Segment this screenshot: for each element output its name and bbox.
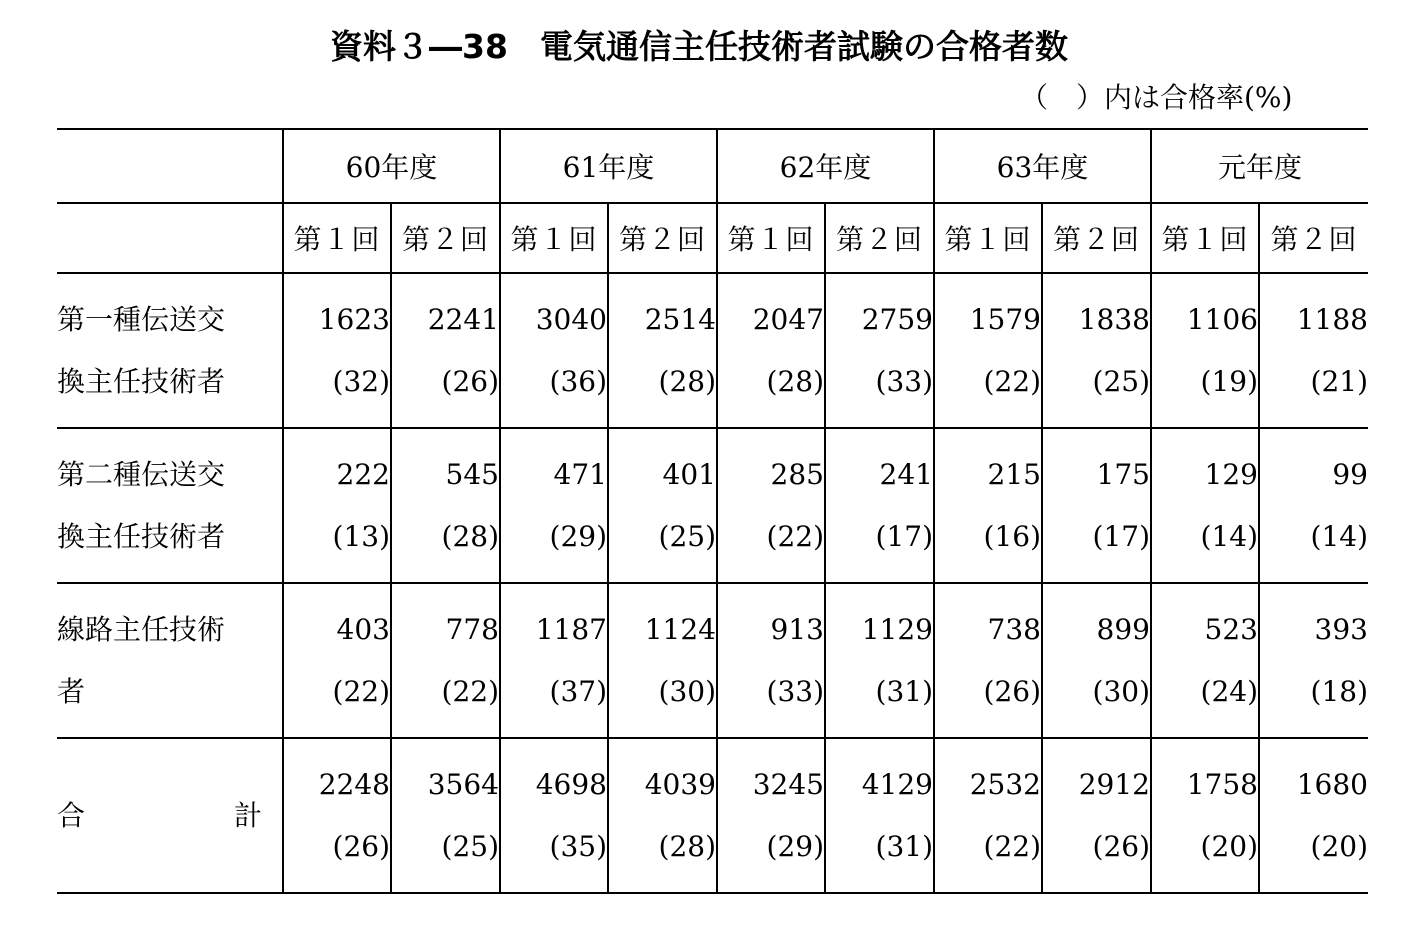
pass-count: 1838 — [1078, 302, 1150, 336]
pass-count: 2532 — [969, 767, 1041, 801]
pass-count: 1188 — [1296, 302, 1368, 336]
data-cell — [283, 428, 391, 583]
pass-count: 2514 — [644, 302, 716, 336]
pass-rate: (26) — [332, 829, 390, 863]
row-label-line: 者 — [57, 674, 86, 708]
pass-count: 3245 — [752, 767, 824, 801]
pass-rate: (29) — [766, 829, 824, 863]
pass-count: 215 — [987, 457, 1041, 491]
pass-rate: (26) — [441, 364, 499, 398]
pass-rate: (26) — [983, 674, 1041, 708]
data-cell — [608, 583, 717, 738]
pass-rate: (33) — [875, 364, 933, 398]
row-label — [57, 428, 283, 583]
data-cell — [608, 273, 717, 428]
pass-rate: (31) — [875, 829, 933, 863]
data-cell — [717, 273, 825, 428]
pass-rate-note: （ ）内は合格率(%) — [1020, 81, 1293, 114]
pass-count: 403 — [336, 612, 390, 646]
pass-count: 1579 — [969, 302, 1041, 336]
data-cell — [500, 428, 608, 583]
pass-count: 1124 — [644, 612, 716, 646]
pass-count: 545 — [445, 457, 499, 491]
data-cell — [1042, 738, 1151, 893]
pass-rate: (29) — [549, 519, 607, 553]
pass-count: 2241 — [427, 302, 499, 336]
year-header: 62年度 — [717, 129, 934, 203]
pass-rate: (17) — [1092, 519, 1150, 553]
pass-rate: (13) — [332, 519, 390, 553]
pass-rate: (25) — [441, 829, 499, 863]
data-cell — [1259, 428, 1368, 583]
pass-count: 3040 — [535, 302, 607, 336]
round-header: 第１回 — [500, 203, 608, 273]
round-header: 第２回 — [1259, 203, 1368, 273]
pass-rate: (26) — [1092, 829, 1150, 863]
row-label-line: 換主任技術者 — [57, 519, 226, 553]
pass-count: 222 — [336, 457, 390, 491]
year-header: 63年度 — [934, 129, 1151, 203]
pass-rate: (28) — [766, 364, 824, 398]
data-cell — [934, 738, 1042, 893]
pass-rate: (28) — [658, 829, 716, 863]
pass-rate: (36) — [549, 364, 607, 398]
pass-count: 393 — [1314, 612, 1368, 646]
data-cell — [1259, 738, 1368, 893]
data-cell — [934, 428, 1042, 583]
pass-rate: (22) — [983, 364, 1041, 398]
pass-rate: (20) — [1200, 829, 1258, 863]
pass-rate: (17) — [875, 519, 933, 553]
data-cell — [1259, 583, 1368, 738]
data-cell — [717, 583, 825, 738]
pass-rate: (16) — [983, 519, 1041, 553]
pass-count: 1758 — [1186, 767, 1258, 801]
pass-count: 241 — [879, 457, 933, 491]
table-row — [57, 428, 1368, 583]
pass-count: 1106 — [1186, 302, 1258, 336]
corner-cell — [57, 203, 283, 273]
data-cell — [391, 428, 500, 583]
round-header-row — [57, 203, 1368, 273]
pass-rate: (14) — [1310, 519, 1368, 553]
data-cell — [391, 273, 500, 428]
pass-rate: (25) — [658, 519, 716, 553]
data-cell — [934, 583, 1042, 738]
data-cell — [1151, 738, 1259, 893]
pass-count: 1680 — [1296, 767, 1368, 801]
pass-count: 738 — [987, 612, 1041, 646]
pass-rate: (22) — [983, 829, 1041, 863]
pass-rate: (25) — [1092, 364, 1150, 398]
pass-count: 1623 — [318, 302, 390, 336]
data-cell — [500, 273, 608, 428]
year-header-row — [57, 129, 1368, 203]
round-header: 第２回 — [391, 203, 500, 273]
round-header: 第１回 — [1151, 203, 1259, 273]
data-cell — [825, 428, 934, 583]
row-label — [57, 273, 283, 428]
data-cell — [1259, 273, 1368, 428]
pass-rate: (30) — [1092, 674, 1150, 708]
data-cell — [283, 738, 391, 893]
round-header: 第１回 — [934, 203, 1042, 273]
round-header: 第２回 — [1042, 203, 1151, 273]
year-header: 60年度 — [283, 129, 500, 203]
pass-count: 2912 — [1078, 767, 1150, 801]
pass-count: 175 — [1096, 457, 1150, 491]
data-cell — [717, 428, 825, 583]
pass-rate: (35) — [549, 829, 607, 863]
pass-count: 99 — [1332, 457, 1368, 491]
pass-count: 129 — [1204, 457, 1258, 491]
pass-rate: (20) — [1310, 829, 1368, 863]
round-header: 第１回 — [283, 203, 391, 273]
pass-count: 4129 — [861, 767, 933, 801]
row-label-line: 合 計 — [57, 798, 262, 832]
data-cell — [1042, 583, 1151, 738]
round-header: 第２回 — [608, 203, 717, 273]
data-cell — [500, 583, 608, 738]
title-text: 電気通信主任技術者試験の合格者数 — [540, 27, 1068, 66]
pass-count: 1187 — [535, 612, 607, 646]
pass-count: 285 — [770, 457, 824, 491]
data-cell — [1042, 273, 1151, 428]
round-header: 第１回 — [717, 203, 825, 273]
data-cell — [1151, 428, 1259, 583]
data-cell — [1042, 428, 1151, 583]
table-row — [57, 273, 1368, 428]
pass-count: 2759 — [861, 302, 933, 336]
data-cell — [283, 273, 391, 428]
pass-rate: (30) — [658, 674, 716, 708]
pass-count: 2248 — [318, 767, 390, 801]
pass-count-table — [57, 128, 1368, 894]
pass-count: 3564 — [427, 767, 499, 801]
pass-rate: (14) — [1200, 519, 1258, 553]
data-cell — [391, 583, 500, 738]
table-row — [57, 738, 1368, 893]
pass-count: 401 — [662, 457, 716, 491]
data-cell — [500, 738, 608, 893]
row-label — [57, 738, 283, 893]
corner-cell — [57, 129, 283, 203]
table-body — [57, 273, 1368, 893]
pass-rate: (37) — [549, 674, 607, 708]
row-label-line: 換主任技術者 — [57, 364, 226, 398]
pass-rate: (19) — [1200, 364, 1258, 398]
data-cell — [717, 738, 825, 893]
row-label-line: 第一種伝送交 — [57, 302, 226, 336]
pass-rate: (32) — [332, 364, 390, 398]
data-cell — [1151, 273, 1259, 428]
data-cell — [391, 738, 500, 893]
data-cell — [608, 428, 717, 583]
data-cell — [283, 583, 391, 738]
pass-rate: (28) — [658, 364, 716, 398]
data-cell — [1151, 583, 1259, 738]
data-cell — [608, 738, 717, 893]
pass-rate: (28) — [441, 519, 499, 553]
row-label-line: 第二種伝送交 — [57, 457, 226, 491]
row-label — [57, 583, 283, 738]
pass-rate: (33) — [766, 674, 824, 708]
pass-count: 4698 — [535, 767, 607, 801]
pass-count: 4039 — [644, 767, 716, 801]
data-cell — [825, 738, 934, 893]
pass-rate: (24) — [1200, 674, 1258, 708]
pass-rate: (22) — [332, 674, 390, 708]
pass-count: 913 — [770, 612, 824, 646]
pass-rate: (18) — [1310, 674, 1368, 708]
data-cell — [825, 273, 934, 428]
pass-count: 899 — [1096, 612, 1150, 646]
data-cell — [934, 273, 1042, 428]
year-header: 61年度 — [500, 129, 717, 203]
pass-rate: (31) — [875, 674, 933, 708]
pass-count: 778 — [445, 612, 499, 646]
data-cell — [825, 583, 934, 738]
table-row — [57, 583, 1368, 738]
title-prefix: 資料３―38 — [330, 27, 508, 66]
pass-rate: (22) — [441, 674, 499, 708]
pass-count: 523 — [1204, 612, 1258, 646]
pass-count: 1129 — [861, 612, 933, 646]
pass-count: 2047 — [752, 302, 824, 336]
row-label-line: 線路主任技術 — [57, 612, 226, 646]
pass-count: 471 — [553, 457, 607, 491]
round-header: 第２回 — [825, 203, 934, 273]
year-header: 元年度 — [1151, 129, 1368, 203]
pass-rate: (21) — [1310, 364, 1368, 398]
pass-rate: (22) — [766, 519, 824, 553]
